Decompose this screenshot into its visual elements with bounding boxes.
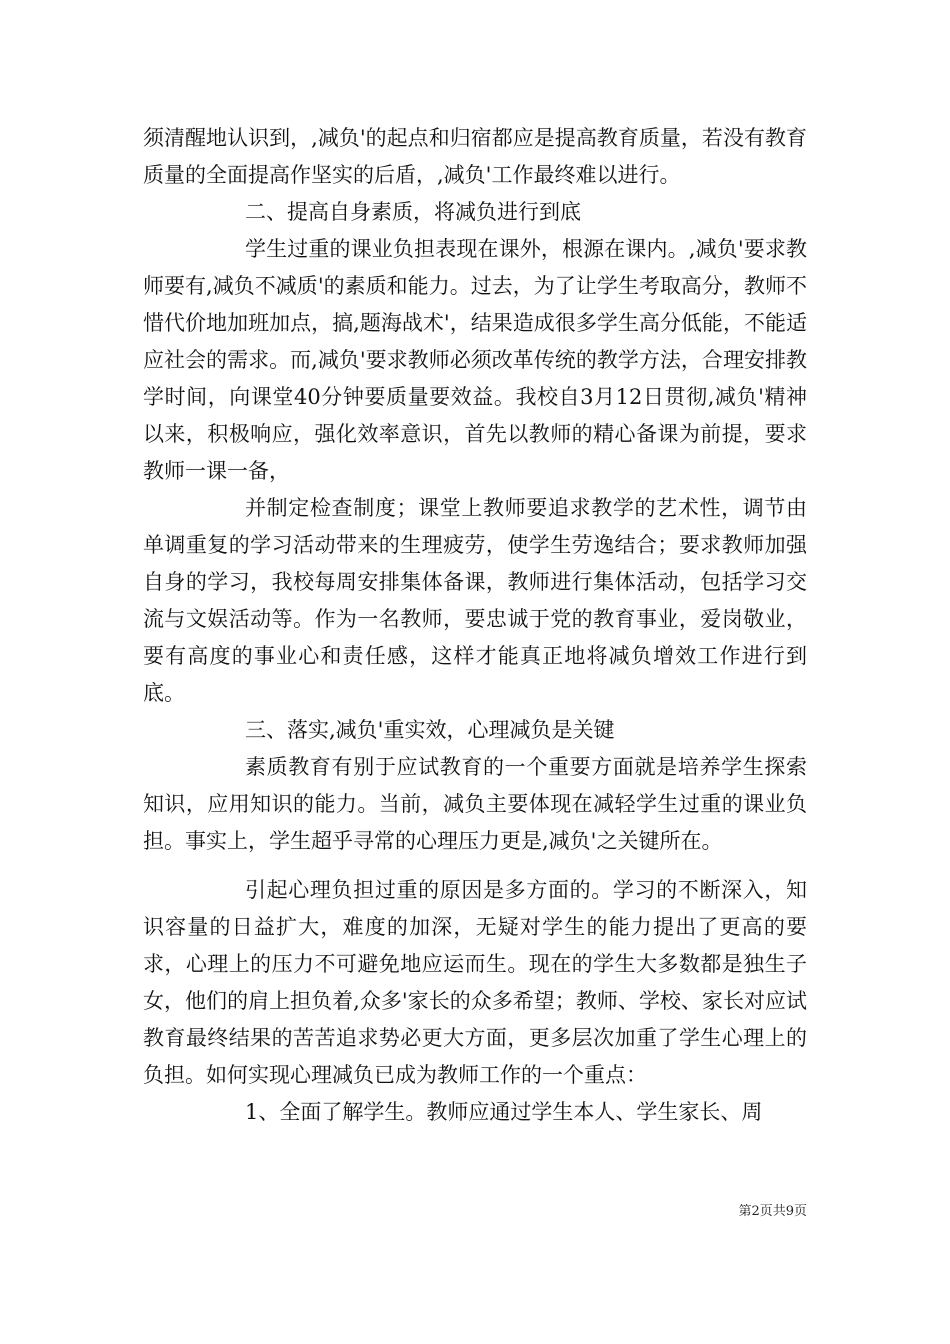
- paragraph-list-item: 1、全面了解学生。教师应通过学生本人、学生家长、周: [245, 1100, 763, 1124]
- paragraph-continuation: 须清醒地认识到，,减负'的起点和归宿都应是提高教育质量，若没有教育质量的全面提高作坚实的后盾，,减负'工作最终难以进行。: [143, 126, 807, 187]
- paragraph-body: 素质教育有别于应试教育的一个重要方面就是培养学生探索知识，应用知识的能力。当前，减负主要体现在减轻学生过重的课业负担。事实上，学生超乎寻常的心理压力更是,减负'之关键所在。: [143, 755, 807, 853]
- paragraph-body: 并制定检查制度；课堂上教师要追求教学的艺术性，调节由单调重复的学习活动带来的生理疲劳，使学生劳逸结合；要求教师加强自身的学习，我校每周安排集体备课，教师进行集体活动，包括学习交流与文娱活动等。作为一名教师，要忠诚于党的教育事业，爱岗敬业，要有高度的事业心和责任感，这样才能真正地将减负增效工作进行到底。: [143, 496, 807, 705]
- document-body: [143, 120, 807, 1131]
- section-heading-3: 三、落实,减负'重实效，心理减负是关键: [245, 718, 615, 742]
- paragraph-body: 学生过重的课业负担表现在课外，根源在课内。,减负'要求教师要有,减负不减质'的素质和能力。过去，为了让学生考取高分，教师不惜代价地加班加点，搞,题海战术'，结果造成很多学生高分低能，不能适应社会的需求。而,减负'要求教师必须改革传统的教学方法，合理安排教学时间，向课堂40分钟要质量要效益。我校自3月12日贯彻,减负'精神以来，积极响应，强化效率意识，首先以教师的精心备课为前提，要求教师一课一备，: [143, 237, 807, 483]
- paragraph-body: 引起心理负担过重的原因是多方面的。学习的不断深入，知识容量的日益扩大，难度的加深，无疑对学生的能力提出了更高的要求，心理上的压力不可避免地应运而生。现在的学生大多数都是独生子女，他们的肩上担负着,众多'家长的众多希望；教师、学校、家长对应试教育最终结果的苦苦追求势必更大方面，更多层次加重了学生心理上的负担。如何实现心理减负已成为教师工作的一个重点：: [143, 878, 807, 1087]
- page-number-footer: 第2页共9页: [738, 1204, 807, 1219]
- section-heading-2: 二、提高自身素质，将减负进行到底: [245, 200, 581, 224]
